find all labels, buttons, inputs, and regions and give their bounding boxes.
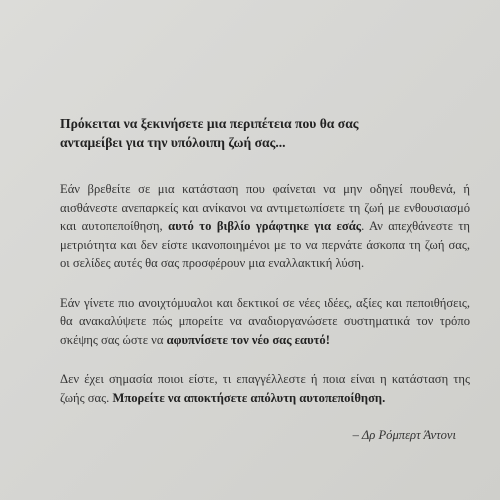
paragraph-2-text: Εάν γίνετε πιο ανοιχτόμυαλοι και δεκτικοί σε νέες ιδέες, αξίες και πεποιθήσεις, θα ανακαλύψετε πώς μπορείτε να αναδιοργανώσετε συστηματικά τον τρόπο σκέψης σας ώστε να: [60, 295, 470, 347]
paragraph-2-bold: αφυπνίσετε τον νέο σας εαυτό!: [166, 332, 330, 347]
lead-heading: [60, 114, 470, 152]
paragraph-3: [60, 370, 470, 407]
paragraph-1-text-end: . Αν απεχθάνεστε τη μετριότητα και δεν είστε ικανοποιημένοι με το να περνάτε άσκοπα τη ζωή σας, οι σελίδες αυτές θα σας προσφέρουν μια εναλλακτική λύση.: [60, 219, 470, 270]
lead-line-1: Πρόκειται να ξεκινήσετε μια περιπέτεια που θα σας: [60, 116, 359, 131]
paragraph-1-bold: αυτό το βιβλίο γράφτηκε για εσάς: [168, 219, 362, 233]
paragraph-3-text: Δεν έχει σημασία ποιοι είστε, τι επαγγέλλεστε ή ποια είναι η κατάσταση της ζωής σας.: [60, 372, 470, 405]
lead-line-2: ανταμείβει για την υπόλοιπη ζωή σας...: [60, 135, 286, 150]
paragraph-1-text: Εάν βρεθείτε σε μια κατάσταση που φαίνεται να μην οδηγεί πουθενά, ή αισθάνεστε ανεπαρκείς και ανίκανοι να αντιμετωπίσετε τη ζωή με ενθουσιασμό και αυτοπεποίθηση,: [60, 182, 470, 233]
paragraph-3-bold: Μπορείτε να αποκτήσετε απόλυτη αυτοπεποίθηση.: [112, 390, 386, 405]
author-signature: – Δρ Ρόμπερτ Άντονι: [352, 428, 456, 442]
paragraph-2: [60, 294, 470, 350]
paragraph-1: [60, 180, 470, 273]
